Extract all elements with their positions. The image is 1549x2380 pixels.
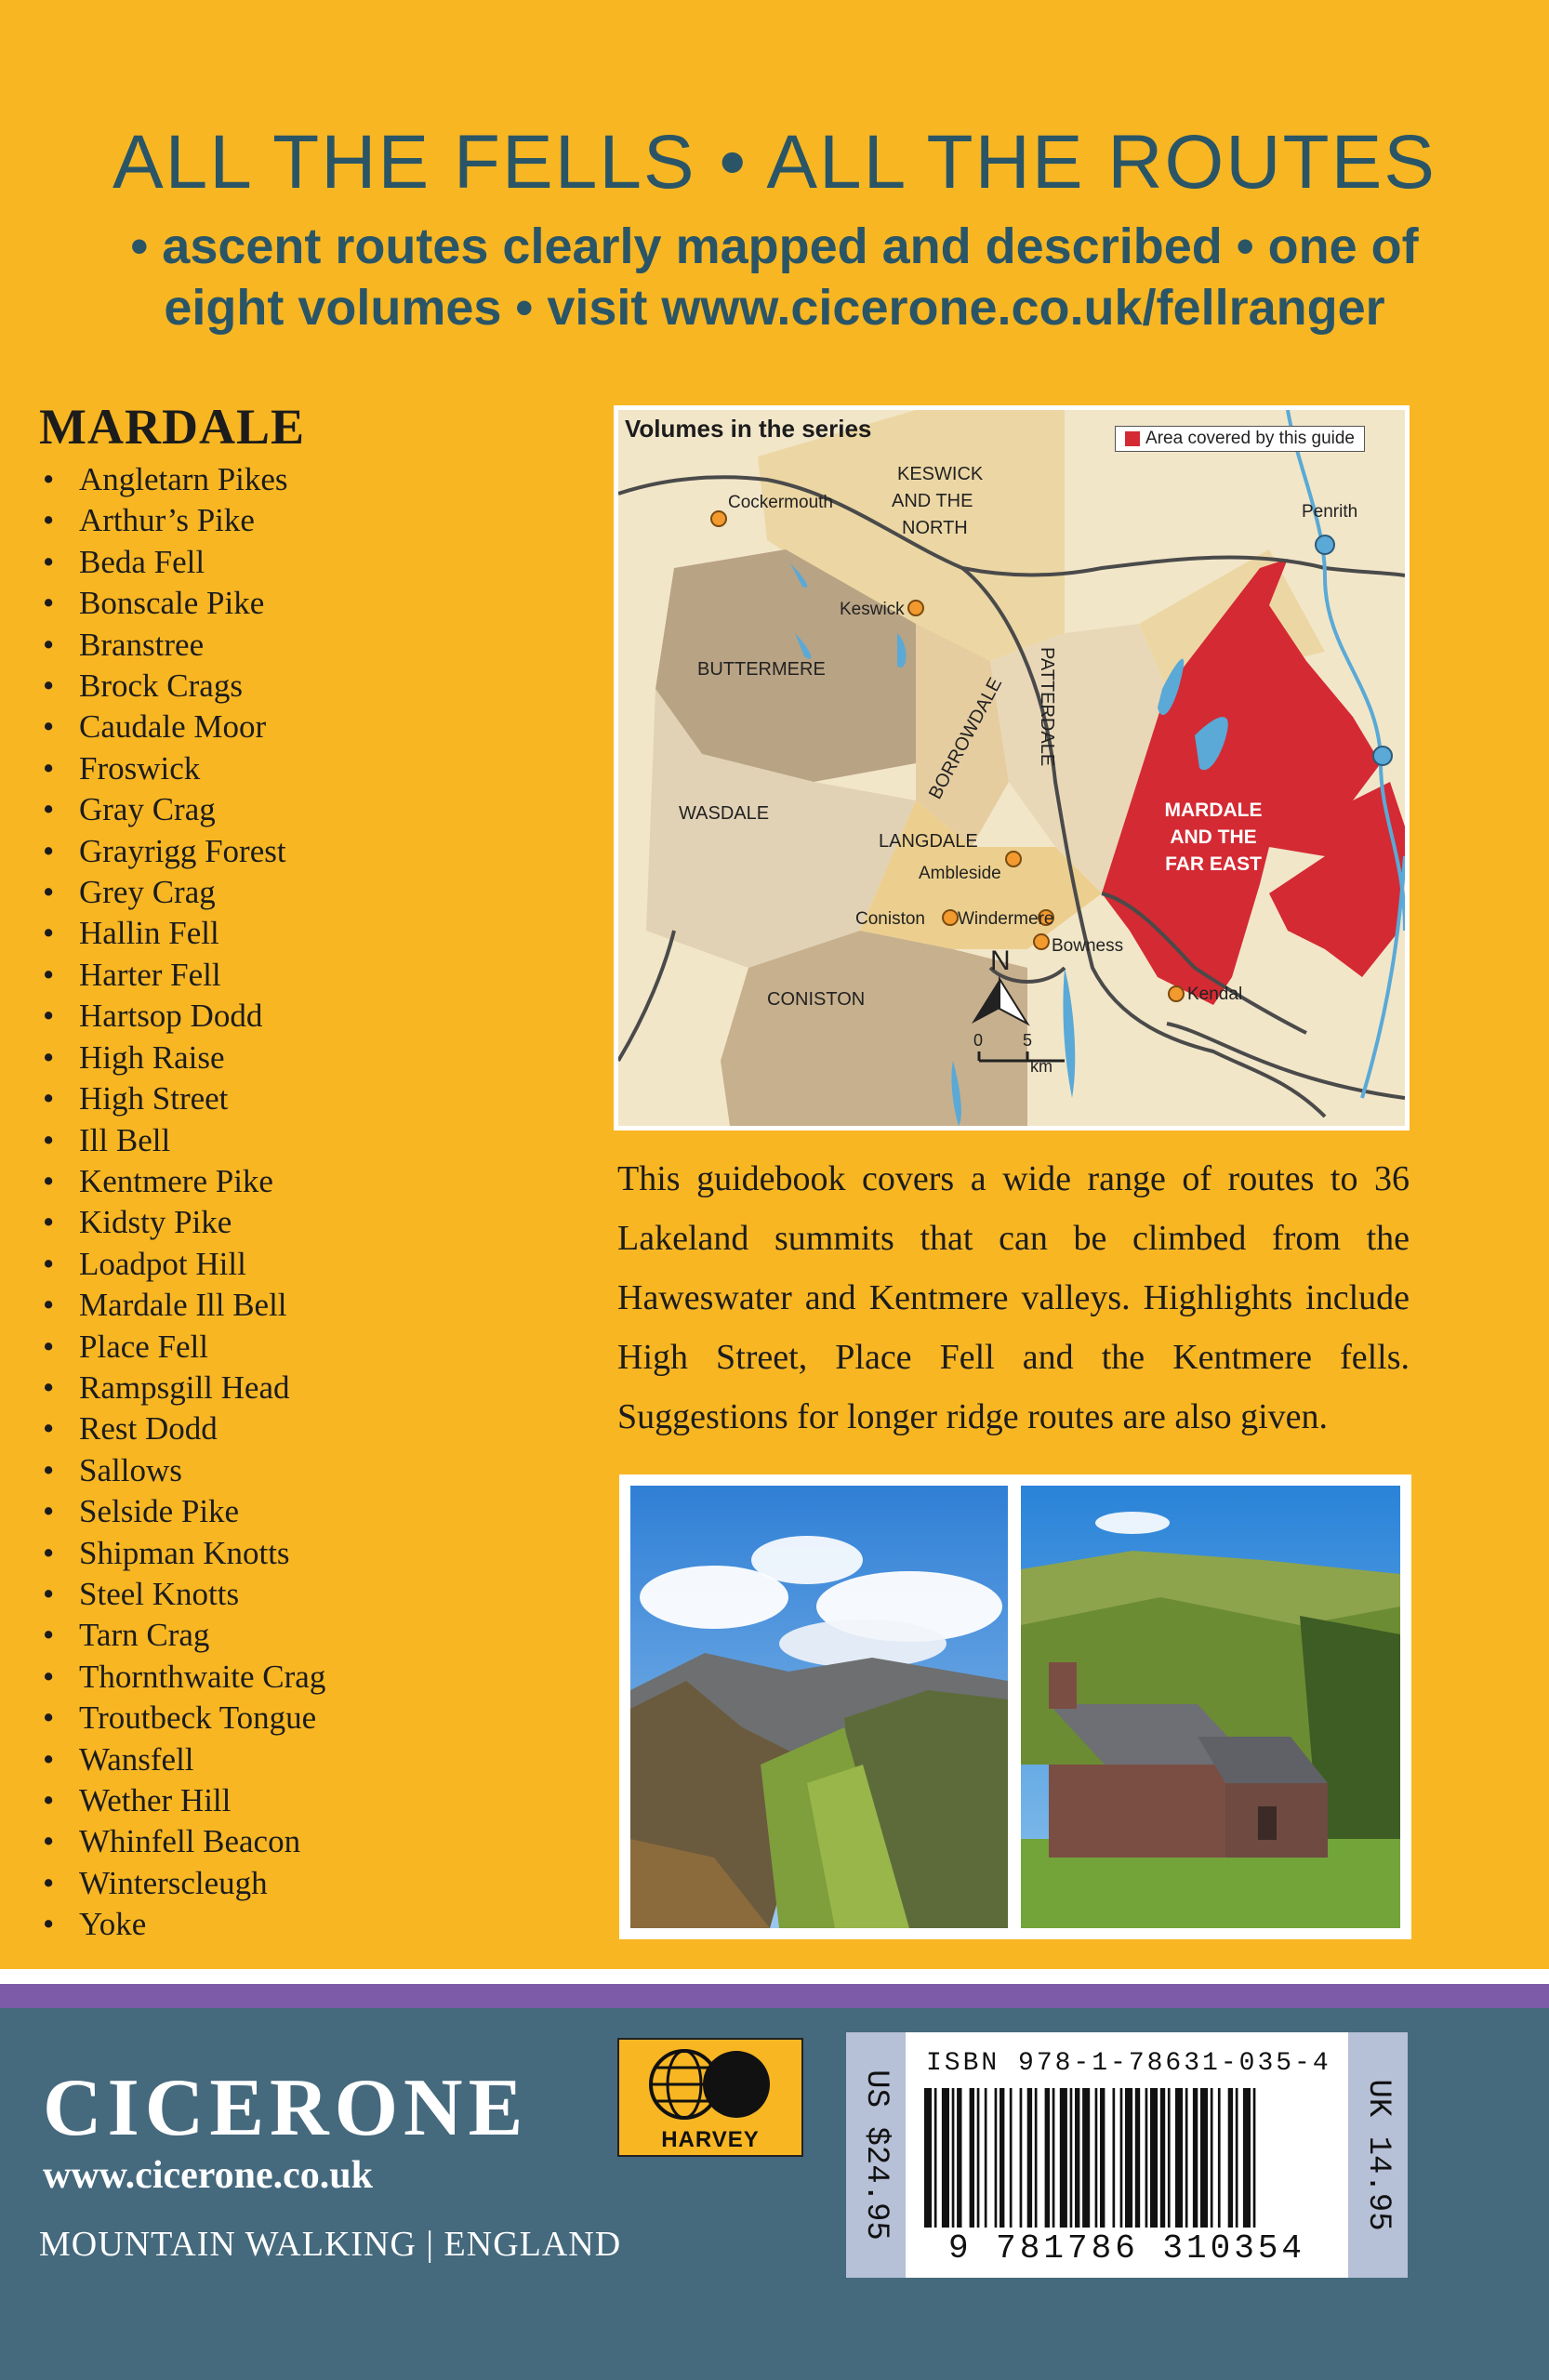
fell-name: High Street	[79, 1080, 229, 1117]
price-strip-us	[846, 2032, 906, 2278]
town-windermere: Windermere	[958, 909, 1054, 929]
fell-list-item	[39, 459, 560, 500]
label-mardale-3: FAR EAST	[1165, 853, 1262, 875]
bullet-icon: •	[43, 626, 55, 663]
bullet-icon: •	[43, 1204, 55, 1241]
headline-subline-2: eight volumes • visit www.cicerone.co.uk/fellranger	[164, 280, 1385, 336]
fell-name: Angletarn Pikes	[79, 461, 288, 497]
bullet-icon: •	[43, 1080, 55, 1117]
fell-list-item	[39, 500, 560, 541]
fell-name: Winterscleugh	[79, 1864, 268, 1901]
fell-list-item	[39, 1244, 560, 1285]
label-mardale-2: AND THE	[1170, 826, 1257, 848]
town-ambleside: Ambleside	[919, 864, 1001, 883]
bullet-icon: •	[43, 1328, 55, 1365]
scale-bar-icon	[973, 1031, 1065, 1076]
bullet-icon: •	[43, 502, 55, 539]
fell-name: Rampsgill Head	[79, 1368, 290, 1406]
fell-list-item	[39, 1285, 560, 1326]
fell-name: Grayrigg Forest	[79, 832, 286, 869]
bullet-icon: •	[43, 915, 55, 952]
barcode-panel	[846, 2032, 1408, 2278]
label-patterdale: PATTERDALE	[1037, 647, 1057, 767]
fell-list-item	[39, 1038, 560, 1078]
bullet-icon: •	[43, 1410, 55, 1448]
bullet-icon: •	[43, 749, 55, 787]
book-category: MOUNTAIN WALKING | ENGLAND	[39, 2225, 622, 2264]
fell-list-items	[39, 459, 560, 1946]
fell-list-item	[39, 1533, 560, 1574]
fell-name: Caudale Moor	[79, 708, 267, 746]
fell-list-item	[39, 1780, 560, 1821]
fell-list-item	[39, 707, 560, 747]
fell-list-item	[39, 872, 560, 913]
label-keswick-2: AND THE	[892, 491, 973, 511]
label-mardale-1: MARDALE	[1164, 800, 1263, 821]
fell-name: Yoke	[79, 1906, 147, 1943]
photo-panel	[619, 1474, 1411, 1939]
fell-list-item	[39, 542, 560, 583]
isbn-number: ISBN 978-1-78631-035-4	[926, 2049, 1331, 2078]
bullet-icon: •	[43, 1906, 55, 1943]
fell-list-item	[39, 1657, 560, 1698]
bullet-icon: •	[43, 543, 55, 580]
town-cockermouth: Cockermouth	[728, 493, 833, 512]
fell-name: Mardale Ill Bell	[79, 1287, 287, 1324]
price-us: US $24.95	[858, 2069, 894, 2241]
bullet-icon: •	[43, 1245, 55, 1282]
headline	[0, 119, 1549, 338]
fell-name: Loadpot Hill	[79, 1245, 246, 1282]
label-wasdale: WASDALE	[679, 803, 770, 824]
bullet-icon: •	[43, 1162, 55, 1199]
fell-name: Gray Crag	[79, 791, 216, 828]
bullet-icon: •	[43, 874, 55, 911]
fell-name: Harter Fell	[79, 956, 221, 993]
fell-list-item	[39, 1450, 560, 1491]
bullet-icon: •	[43, 1617, 55, 1654]
map-labels	[618, 410, 1405, 1126]
fell-list-item	[39, 1739, 560, 1780]
fell-name: Place Fell	[79, 1328, 208, 1365]
fell-name: Grey Crag	[79, 874, 216, 911]
fell-list-item	[39, 1408, 560, 1449]
price-uk: UK 14.95	[1360, 2079, 1396, 2231]
book-description: This guidebook covers a wide range of routes to 36 Lakeland summits that can be climbed from the Haweswater and Kentmere valleys. Highlights include High Street, Place Fell and the Kentmere fells. Suggestions for longer ridge routes are also given.	[617, 1159, 1410, 1436]
fell-name: Beda Fell	[79, 543, 205, 580]
bullet-icon: •	[43, 1451, 55, 1488]
bullet-icon: •	[43, 1534, 55, 1571]
harvey-globe-icon	[619, 2040, 801, 2129]
map-title: Volumes in the series	[625, 415, 872, 443]
harvey-logo	[617, 2038, 803, 2157]
fell-list	[39, 398, 560, 1946]
bullet-icon: •	[43, 1368, 55, 1406]
fell-list-item	[39, 1202, 560, 1243]
valley-photo	[630, 1486, 1008, 1928]
series-map	[614, 405, 1410, 1130]
fell-name: Arthur’s Pike	[79, 502, 255, 539]
footer-rule-purple	[0, 1984, 1549, 2008]
bullet-icon: •	[43, 1782, 55, 1818]
fell-list-item	[39, 1821, 560, 1862]
headline-tagline: ALL THE FELLS • ALL THE ROUTES	[112, 120, 1436, 205]
fell-list-item	[39, 789, 560, 830]
label-borrowdale: BORROWDALE	[924, 674, 1007, 803]
fell-name: Wether Hill	[79, 1782, 232, 1818]
headline-subline-1: • ascent routes clearly mapped and described • one of	[130, 218, 1419, 274]
harvey-label: HARVEY	[661, 2127, 760, 2152]
fell-name: Hartsop Dodd	[79, 998, 263, 1035]
fell-list-item	[39, 625, 560, 666]
bullet-icon: •	[43, 461, 55, 497]
fell-name: Sallows	[79, 1451, 182, 1488]
scale-unit: km	[1030, 1057, 1053, 1076]
legend-label: Area covered by this guide	[1145, 429, 1355, 448]
bullet-icon: •	[43, 1823, 55, 1860]
town-bowness: Bowness	[1052, 936, 1124, 956]
town-keswick-icon	[908, 601, 923, 615]
publisher-website: www.cicerone.co.uk	[43, 2154, 374, 2197]
bullet-icon: •	[43, 832, 55, 869]
town-coniston-icon	[943, 910, 958, 925]
fell-name: Brock Crags	[79, 668, 243, 705]
fell-list-item	[39, 1698, 560, 1739]
fell-list-item	[39, 831, 560, 872]
fell-name: High Raise	[79, 1038, 225, 1076]
fell-list-item	[39, 955, 560, 996]
bullet-icon: •	[43, 791, 55, 828]
bullet-icon: •	[43, 1699, 55, 1737]
fell-name: Hallin Fell	[79, 915, 219, 952]
fell-name: Wansfell	[79, 1740, 194, 1778]
fell-list-item	[39, 1615, 560, 1656]
town-coniston: Coniston	[855, 909, 925, 929]
fell-name: Steel Knotts	[79, 1575, 240, 1612]
fell-name: Shipman Knotts	[79, 1534, 290, 1571]
bullet-icon: •	[43, 708, 55, 746]
fell-name: Whinfell Beacon	[79, 1823, 301, 1860]
bullet-icon: •	[43, 585, 55, 622]
fell-list-item	[39, 1120, 560, 1161]
fell-list-item	[39, 996, 560, 1037]
fell-list-item	[39, 1491, 560, 1532]
label-langdale: LANGDALE	[879, 831, 978, 852]
fell-name: Troutbeck Tongue	[79, 1699, 317, 1737]
label-keswick-3: NORTH	[902, 518, 968, 538]
footer-rule-white	[0, 1969, 1549, 1984]
publisher-logo: CICERONE	[43, 2063, 529, 2153]
town-cockermouth-icon	[711, 511, 726, 526]
fell-list-item	[39, 1161, 560, 1202]
bullet-icon: •	[43, 1038, 55, 1076]
bullet-icon: •	[43, 956, 55, 993]
fell-name: Branstree	[79, 626, 205, 663]
fell-list-item	[39, 1904, 560, 1945]
barcode-icon	[924, 2088, 1330, 2228]
barcode-digits: 9 781786 310354	[947, 2229, 1306, 2268]
fell-name: Selside Pike	[79, 1493, 240, 1530]
bullet-icon: •	[43, 1121, 55, 1158]
label-buttermere: BUTTERMERE	[697, 659, 826, 680]
fell-name: Kidsty Pike	[79, 1204, 232, 1241]
scale-5: 5	[1023, 1031, 1033, 1050]
fell-name: Froswick	[79, 749, 201, 787]
town-bowness-icon	[1034, 934, 1049, 949]
north-label: N	[990, 945, 1011, 976]
fell-name: Bonscale Pike	[79, 585, 265, 622]
bullet-icon: •	[43, 1740, 55, 1778]
north-arrow-icon	[972, 945, 1027, 1024]
price-strip-uk	[1348, 2032, 1408, 2278]
fell-list-item	[39, 583, 560, 624]
fell-list-item	[39, 1078, 560, 1119]
label-coniston: CONISTON	[767, 989, 866, 1010]
town-penrith: Penrith	[1302, 502, 1358, 522]
label-keswick-1: KESWICK	[897, 464, 984, 484]
fell-name: Tarn Crag	[79, 1617, 210, 1654]
fell-list-item	[39, 1863, 560, 1904]
bullet-icon: •	[43, 998, 55, 1035]
town-kendal-icon	[1169, 986, 1184, 1001]
town-keswick: Keswick	[840, 600, 905, 619]
fell-name: Rest Dodd	[79, 1410, 218, 1448]
fell-list-item	[39, 748, 560, 789]
bullet-icon: •	[43, 668, 55, 705]
fell-list-title: MARDALE	[39, 399, 305, 455]
bullet-icon: •	[43, 1575, 55, 1612]
bullet-icon: •	[43, 1658, 55, 1695]
bullet-icon: •	[43, 1493, 55, 1530]
fell-list-item	[39, 1574, 560, 1615]
fell-list-item	[39, 913, 560, 954]
fell-name: Kentmere Pike	[79, 1162, 273, 1199]
fell-list-item	[39, 1368, 560, 1408]
fell-list-item	[39, 666, 560, 707]
fell-list-item	[39, 1327, 560, 1368]
fell-name: Ill Bell	[79, 1121, 171, 1158]
fell-name: Thornthwaite Crag	[79, 1658, 326, 1695]
scale-0: 0	[973, 1031, 984, 1050]
bullet-icon: •	[43, 1287, 55, 1324]
town-ambleside-icon	[1006, 852, 1021, 866]
bullet-icon: •	[43, 1864, 55, 1901]
church-photo	[1021, 1486, 1400, 1928]
town-kendal: Kendal	[1187, 985, 1243, 1004]
